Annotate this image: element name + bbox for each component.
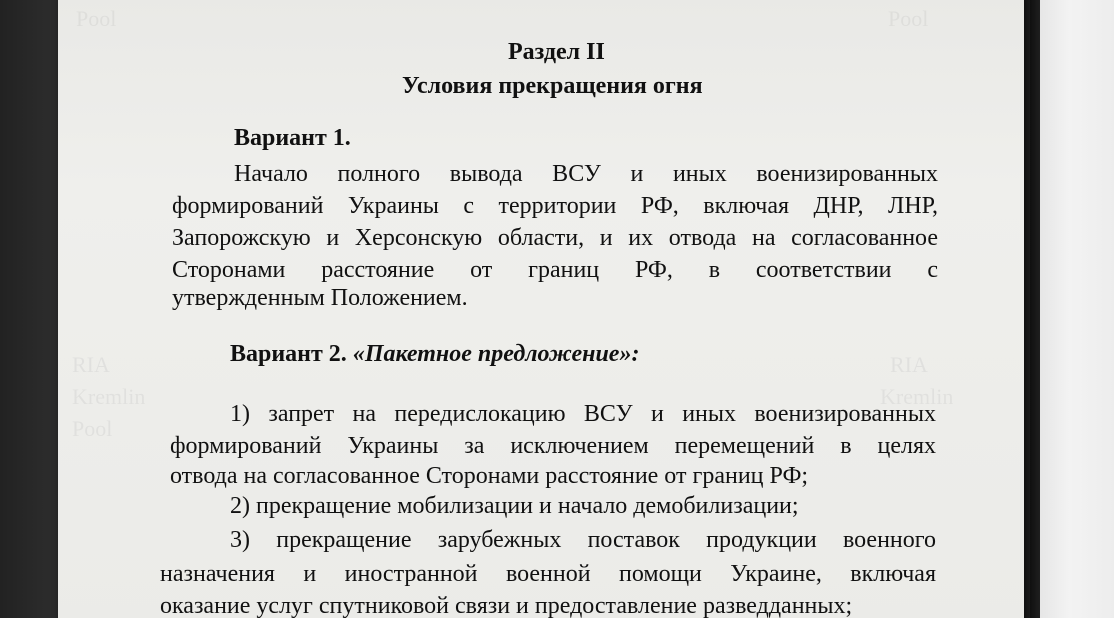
- watermark-text: RIA: [890, 352, 928, 377]
- watermark-text: Pool: [72, 416, 113, 441]
- item3-line: оказание услуг спутниковой связи и предоставление разведданных;: [160, 593, 853, 618]
- section-number: Раздел II: [508, 39, 605, 65]
- watermark-text: Pool: [888, 6, 929, 31]
- item2-line: 2) прекращение мобилизации и начало демобилизации;: [230, 493, 799, 519]
- variant1-line: формирований Украины с территории РФ, включая ДНР, ЛНР,: [172, 193, 938, 219]
- watermark-text: Kremlin: [880, 384, 954, 409]
- item1-line: формирований Украины за исключением перемещений в целях: [170, 433, 936, 459]
- watermark-text: Pool: [76, 6, 117, 31]
- variant2-heading-row: [230, 340, 639, 368]
- variant1-line: Запорожскую и Херсонскую области, и их отвода на согласованное: [172, 225, 938, 251]
- variant1-line: утвержденным Положением.: [172, 285, 468, 311]
- variant2-subtitle: «Пакетное предложение»:: [352, 341, 640, 367]
- variant2-heading: Вариант 2.: [230, 341, 347, 367]
- variant1-heading: Вариант 1.: [234, 125, 351, 151]
- item1-line: отвода на согласованное Сторонами расстояние от границ РФ;: [170, 463, 809, 489]
- section-title: Условия прекращения огня: [402, 73, 703, 99]
- variant1-line: Сторонами расстояние от границ РФ, в соответствии с: [172, 257, 938, 283]
- item3-line: 3) прекращение зарубежных поставок продукции военного: [230, 527, 936, 553]
- item1-line: 1) запрет на передислокацию ВСУ и иных военизированных: [230, 401, 936, 427]
- item3-line: назначения и иностранной военной помощи Украине, включая: [160, 561, 936, 587]
- watermark-text: Kremlin: [72, 384, 146, 409]
- variant1-line: Начало полного вывода ВСУ и иных военизированных: [234, 161, 938, 187]
- watermark-text: RIA: [72, 352, 110, 377]
